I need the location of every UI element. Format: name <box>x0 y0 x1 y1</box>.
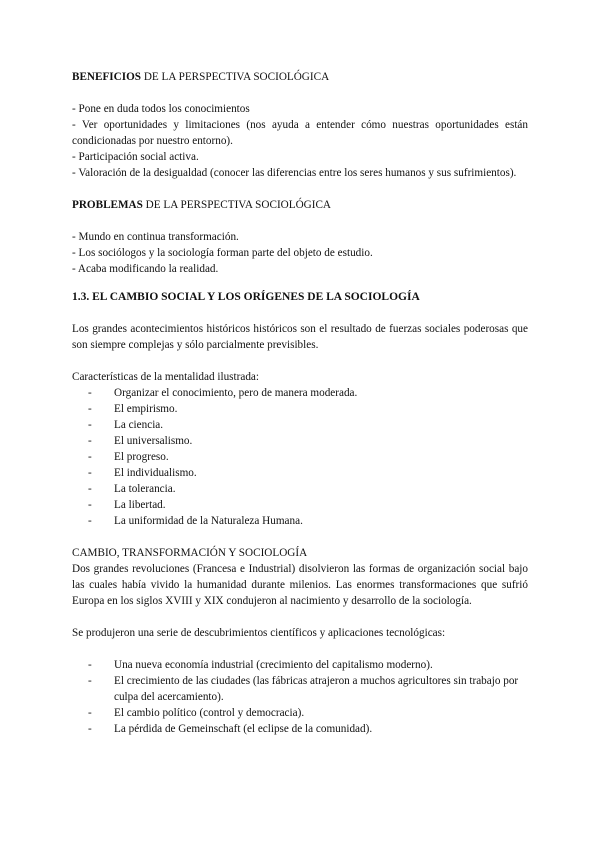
list-item-text: El empirismo. <box>114 403 178 415</box>
ilustrada-list <box>72 385 528 529</box>
dash-marker: - <box>88 451 92 463</box>
dash-marker: - <box>88 483 92 495</box>
list-item <box>88 513 528 529</box>
list-item <box>88 721 528 737</box>
list-item-text: El universalismo. <box>114 435 193 447</box>
list-item-text: El progreso. <box>114 451 169 463</box>
list-item-text: Una nueva economía industrial (crecimiento del capitalismo moderno). <box>114 659 433 671</box>
list-item-text: La libertad. <box>114 499 166 511</box>
list-item <box>88 481 528 497</box>
dash-marker: - <box>88 435 92 447</box>
problem-item: - Acaba modificando la realidad. <box>72 263 219 275</box>
document-page <box>72 69 528 737</box>
problem-item: - Mundo en continua transformación. <box>72 231 239 243</box>
dash-marker: - <box>88 675 92 687</box>
list-item <box>88 433 528 449</box>
list-item-text: La ciencia. <box>114 419 164 431</box>
list-item <box>88 497 528 513</box>
dash-marker: - <box>88 707 92 719</box>
section-title-cambio: CAMBIO, TRANSFORMACIÓN Y SOCIOLOGÍA <box>72 547 308 559</box>
list-item-text: El individualismo. <box>114 467 197 479</box>
dash-marker: - <box>88 723 92 735</box>
dash-marker: - <box>88 387 92 399</box>
intro-paragraph: Los grandes acontecimientos históricos históricos son el resultado de fuerzas sociales poderosas que son siempre complejas y sólo parcialmente previsibles. <box>72 323 528 351</box>
list-item-text: El crecimiento de las ciudades (las fábricas atrajeron a muchos agricultores sin trabajo por culpa del acercamiento). <box>114 675 519 703</box>
benefit-item: - Participación social activa. <box>72 151 199 163</box>
list-item <box>88 705 528 721</box>
list-item-text: La pérdida de Gemeinschaft (el eclipse de la comunidad). <box>114 723 373 735</box>
benefit-item: - Ver oportunidades y limitaciones (nos ayuda a entender cómo nuestras oportunidades están condicionadas por nuestro entorno). <box>72 119 528 147</box>
list-item <box>88 449 528 465</box>
chapter-heading: 1.3. EL CAMBIO SOCIAL Y LOS ORÍGENES DE LA SOCIOLOGÍA <box>72 291 420 303</box>
dash-marker: - <box>88 403 92 415</box>
list-item <box>88 385 528 401</box>
section-title-bold: PROBLEMAS <box>72 199 143 211</box>
list-item-text: La tolerancia. <box>114 483 176 495</box>
list-title: Características de la mentalidad ilustrada: <box>72 371 260 383</box>
list-item <box>88 673 528 705</box>
list-item-text: La uniformidad de la Naturaleza Humana. <box>114 515 303 527</box>
benefit-item: - Valoración de la desigualdad (conocer las diferencias entre los seres humanos y sus sufrimientos). <box>72 167 517 179</box>
dash-marker: - <box>88 467 92 479</box>
benefit-item: - Pone en duda todos los conocimientos <box>72 103 250 115</box>
section-title-rest: DE LA PERSPECTIVA SOCIOLÓGICA <box>142 199 332 211</box>
dash-marker: - <box>88 515 92 527</box>
section-title-rest: DE LA PERSPECTIVA SOCIOLÓGICA <box>141 71 330 83</box>
dash-marker: - <box>88 659 92 671</box>
body-paragraph: Dos grandes revoluciones (Francesa e Industrial) disolvieron las formas de organización social bajo las cuales había vivido la humanidad durante milenios. Las enormes transformaciones que sufrió Europa en los siglos XVIII y XIX condujeron al nacimiento y desarrollo de la sociología. <box>72 563 528 607</box>
section-title-problemas <box>72 197 528 213</box>
list-item <box>88 417 528 433</box>
list-intro: Se produjeron una serie de descubrimientos científicos y aplicaciones tecnológicas: <box>72 627 446 639</box>
section-title-beneficios <box>72 69 528 85</box>
list-item <box>88 657 528 673</box>
list-item-text: El cambio político (control y democracia). <box>114 707 305 719</box>
list-item <box>88 465 528 481</box>
dash-marker: - <box>88 419 92 431</box>
section-title-bold: BENEFICIOS <box>72 71 142 83</box>
problem-item: - Los sociólogos y la sociología forman parte del objeto de estudio. <box>72 247 373 259</box>
dash-marker: - <box>88 499 92 511</box>
list-item <box>88 401 528 417</box>
descubrimientos-list <box>72 657 528 737</box>
list-item-text: Organizar el conocimiento, pero de manera moderada. <box>114 387 358 399</box>
